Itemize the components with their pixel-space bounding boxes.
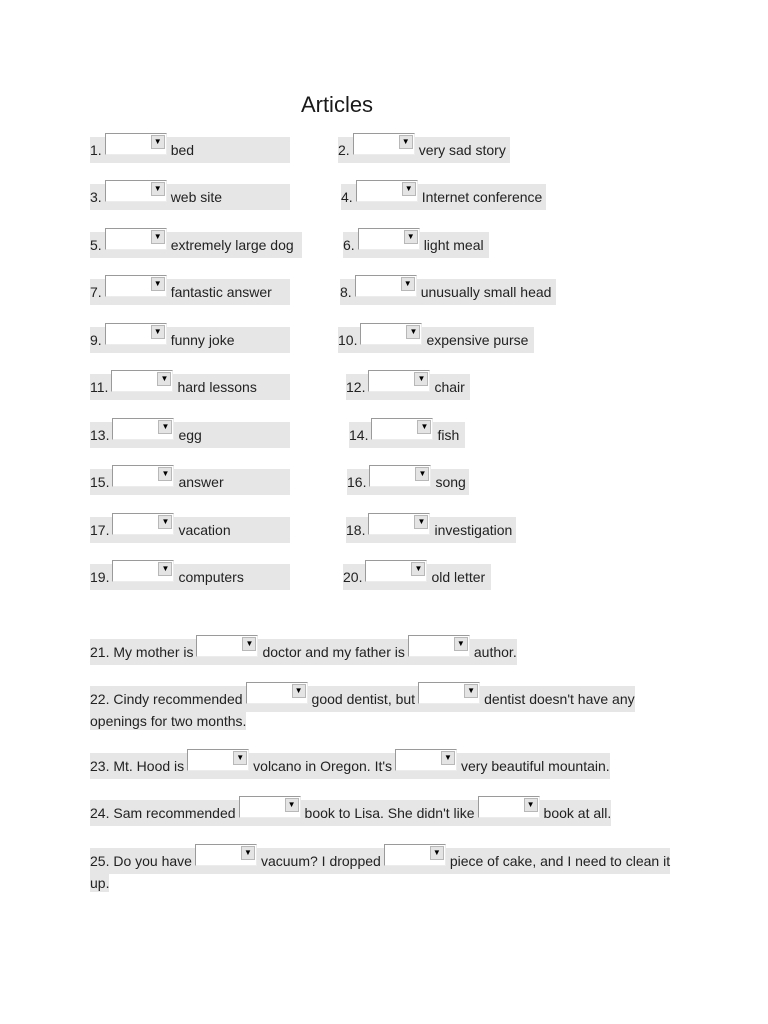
item-text: old letter [431, 569, 486, 585]
article-select[interactable] [418, 682, 480, 704]
dropdown-arrow-icon[interactable]: ▼ [441, 751, 455, 765]
item-text: extremely large dog [170, 237, 294, 253]
item-row [0, 279, 768, 305]
item-number: 1. [90, 142, 102, 158]
item-4 [341, 184, 546, 210]
item-20 [343, 564, 491, 590]
dropdown-arrow-icon[interactable]: ▼ [464, 684, 478, 698]
dropdown-arrow-icon[interactable]: ▼ [404, 230, 418, 244]
sentence-text: dentist doesn't have any [484, 691, 635, 707]
item-row [0, 564, 768, 590]
item-6 [343, 232, 489, 258]
dropdown-arrow-icon[interactable]: ▼ [285, 798, 299, 812]
article-select[interactable] [195, 844, 257, 866]
item-18 [346, 517, 516, 543]
sentence-text: author. [473, 644, 517, 660]
item-number: 4. [341, 189, 353, 205]
sentence-text: doctor and my father is [262, 644, 405, 660]
item-8 [340, 279, 556, 305]
article-select[interactable] [365, 560, 427, 582]
article-select[interactable] [187, 749, 249, 771]
item-row [0, 184, 768, 210]
item-number: 15. [90, 474, 110, 490]
sentence-text: book at all. [543, 805, 612, 821]
article-select[interactable] [112, 465, 174, 487]
item-text: bed [170, 142, 195, 158]
article-select[interactable] [196, 635, 258, 657]
item-number: 20. [343, 569, 363, 585]
item-text: answer [178, 474, 224, 490]
dropdown-arrow-icon[interactable]: ▼ [406, 325, 420, 339]
article-select[interactable] [371, 418, 433, 440]
dropdown-arrow-icon[interactable]: ▼ [411, 562, 425, 576]
sentence-text: vacuum? I dropped [260, 853, 381, 869]
page-title: Articles [300, 92, 374, 117]
dropdown-arrow-icon[interactable]: ▼ [402, 182, 416, 196]
sentence-text: volcano in Oregon. It's [253, 758, 393, 774]
dropdown-arrow-icon[interactable]: ▼ [414, 515, 428, 529]
item-10 [338, 327, 534, 353]
item-number: 5. [90, 237, 102, 253]
article-select[interactable] [356, 180, 418, 202]
item-11 [90, 374, 290, 400]
item-number: 9. [90, 332, 102, 348]
item-number: 7. [90, 284, 102, 300]
article-select[interactable] [105, 180, 167, 202]
item-text: investigation [434, 522, 513, 538]
dropdown-arrow-icon[interactable]: ▼ [241, 846, 255, 860]
item-2 [338, 137, 510, 163]
item-16 [347, 469, 469, 495]
dropdown-arrow-icon[interactable]: ▼ [401, 277, 415, 291]
item-row [0, 422, 768, 448]
sentence-text: 24. Sam recommended [90, 805, 236, 821]
dropdown-arrow-icon[interactable]: ▼ [233, 751, 247, 765]
sentence-text: book to Lisa. She didn't like [304, 805, 475, 821]
dropdown-arrow-icon[interactable]: ▼ [151, 277, 165, 291]
article-select[interactable] [105, 133, 167, 155]
item-row [0, 374, 768, 400]
article-select[interactable] [384, 844, 446, 866]
item-row [0, 137, 768, 163]
sentence-text: piece of cake, and I need to clean it [449, 853, 671, 869]
dropdown-arrow-icon[interactable]: ▼ [151, 230, 165, 244]
item-12 [346, 374, 470, 400]
item-7 [90, 279, 290, 305]
item-5 [90, 232, 302, 258]
dropdown-arrow-icon[interactable]: ▼ [158, 515, 172, 529]
dropdown-arrow-icon[interactable]: ▼ [454, 637, 468, 651]
item-1 [90, 137, 290, 163]
dropdown-arrow-icon[interactable]: ▼ [414, 372, 428, 386]
article-select[interactable] [246, 682, 308, 704]
article-select[interactable] [239, 796, 301, 818]
sentence-text: very beautiful mountain. [461, 758, 610, 774]
item-number: 19. [90, 569, 110, 585]
dropdown-arrow-icon[interactable]: ▼ [415, 467, 429, 481]
sentence-text: 25. Do you have [90, 853, 192, 869]
sentence-23 [90, 753, 680, 779]
sentence-text: openings for two months. [90, 713, 247, 729]
item-number: 11. [90, 379, 109, 395]
article-select[interactable] [112, 513, 174, 535]
article-select[interactable] [111, 370, 173, 392]
article-select[interactable] [478, 796, 540, 818]
item-3 [90, 184, 290, 210]
dropdown-arrow-icon[interactable]: ▼ [151, 135, 165, 149]
article-select[interactable] [368, 370, 430, 392]
article-select[interactable] [105, 275, 167, 297]
item-17 [90, 517, 290, 543]
dropdown-arrow-icon[interactable]: ▼ [417, 420, 431, 434]
sentence-22 [90, 686, 680, 730]
sentence-text: good dentist, but [311, 691, 416, 707]
article-select[interactable] [369, 465, 431, 487]
sentence-25 [90, 848, 680, 892]
article-select[interactable] [105, 228, 167, 250]
sentence-21 [90, 639, 680, 665]
sentence-text: up. [90, 875, 110, 891]
item-text: very sad story [418, 142, 506, 158]
article-select[interactable] [353, 133, 415, 155]
sentence-text: 23. Mt. Hood is [90, 758, 185, 774]
sentence-text: 22. Cindy recommended [90, 691, 243, 707]
article-select[interactable] [105, 323, 167, 345]
item-text: computers [178, 569, 244, 585]
item-text: web site [170, 189, 223, 205]
item-text: chair [434, 379, 465, 395]
dropdown-arrow-icon[interactable]: ▼ [158, 467, 172, 481]
sentence-text: 21. My mother is [90, 644, 194, 660]
item-13 [90, 422, 290, 448]
article-select[interactable] [358, 228, 420, 250]
article-select[interactable] [360, 323, 422, 345]
sentence-24 [90, 800, 680, 826]
item-9 [90, 327, 290, 353]
item-number: 10. [338, 332, 358, 348]
item-row [0, 517, 768, 543]
item-row [0, 232, 768, 258]
item-number: 2. [338, 142, 350, 158]
dropdown-arrow-icon[interactable]: ▼ [292, 684, 306, 698]
article-select[interactable] [395, 749, 457, 771]
item-15 [90, 469, 290, 495]
article-select[interactable] [355, 275, 417, 297]
item-19 [90, 564, 290, 590]
item-number: 13. [90, 427, 110, 443]
item-text: funny joke [170, 332, 235, 348]
dropdown-arrow-icon[interactable]: ▼ [430, 846, 444, 860]
article-select[interactable] [368, 513, 430, 535]
dropdown-arrow-icon[interactable]: ▼ [158, 420, 172, 434]
item-number: 6. [343, 237, 355, 253]
item-text: vacation [178, 522, 231, 538]
item-text: Internet conference [421, 189, 543, 205]
item-row [0, 327, 768, 353]
item-text: light meal [423, 237, 484, 253]
dropdown-arrow-icon[interactable]: ▼ [157, 372, 171, 386]
article-select[interactable] [112, 560, 174, 582]
dropdown-arrow-icon[interactable]: ▼ [151, 325, 165, 339]
item-text: fantastic answer [170, 284, 272, 300]
dropdown-arrow-icon[interactable]: ▼ [158, 562, 172, 576]
article-select[interactable] [112, 418, 174, 440]
dropdown-arrow-icon[interactable]: ▼ [242, 637, 256, 651]
item-number: 17. [90, 522, 110, 538]
item-number: 16. [347, 474, 367, 490]
item-number: 12. [346, 379, 366, 395]
item-text: unusually small head [420, 284, 552, 300]
item-14 [349, 422, 465, 448]
item-number: 8. [340, 284, 352, 300]
item-text: expensive purse [426, 332, 529, 348]
dropdown-arrow-icon[interactable]: ▼ [399, 135, 413, 149]
item-row [0, 469, 768, 495]
item-text: song [435, 474, 466, 490]
article-select[interactable] [408, 635, 470, 657]
item-text: fish [437, 427, 460, 443]
dropdown-arrow-icon[interactable]: ▼ [524, 798, 538, 812]
item-number: 14. [349, 427, 369, 443]
dropdown-arrow-icon[interactable]: ▼ [151, 182, 165, 196]
item-number: 3. [90, 189, 102, 205]
item-number: 18. [346, 522, 366, 538]
item-text: egg [178, 427, 202, 443]
item-text: hard lessons [177, 379, 257, 395]
